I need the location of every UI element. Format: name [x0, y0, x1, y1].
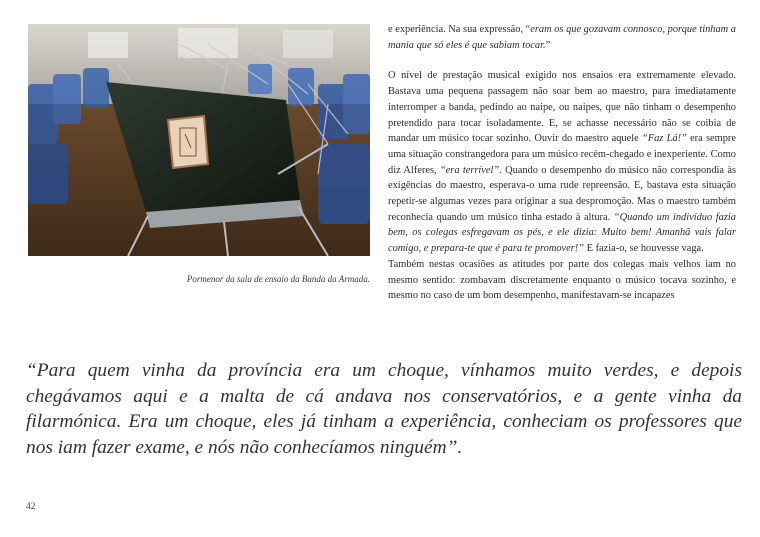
text-run: era sempre uma situação constrangedora para um músico recém-chegado e inexperiente. Como diz Alferes,: [388, 133, 736, 176]
italic-quote-run: “Quando um indivíduo fazia bem, os colegas esfregavam os pés, e ele dizia: Muito bem! Amanhã vais falar comigo, e prepara-te que é para te promover!”: [388, 211, 736, 255]
pull-quote: “Para quem vinha da província era um choque, vínhamos muito verdes, e depois chegávamos aqui e a malta de cá andava nos conservatórios, e a gente vinha da filarmónica. Era um choque, eles já tinham a experiência, conheciam os professores que nos iam fazer exame, e nós não conhecíamos ninguém”.: [26, 360, 742, 458]
page-number: 42: [26, 502, 36, 512]
text-run: . Quando o desempenho do músico não correspondia às exigências do maestro, esperava-o uma rude repreensão. E, bastava esta situação repetir-se algumas vezes para originar a sua despromoção. Mas o maestro também reconhecia quando um músico tinha estado à altura.: [388, 164, 736, 223]
rehearsal-room-photo: [28, 24, 370, 256]
text-run: e experiência. Na sua expressão, “: [388, 24, 531, 35]
body-text-column: [388, 22, 736, 304]
rehearsal-room-illustration: [28, 24, 370, 256]
body-paragraph: [388, 257, 736, 304]
text-run: ”: [545, 39, 551, 51]
italic-quote-run: eram os que gozavam connosco, porque tinham a mania que só eles é que sabiam tocar.: [388, 24, 736, 51]
photo-caption: Pormenor da sala de ensaio da Banda da Armada.: [186, 274, 370, 284]
text-run: Também nestas ocasiões as atitudes por parte dos colegas mais velhos iam no mesmo sentido: zombavam discretamente enquanto o músico tocava sozinho, e mesmo no caso de um bom desempenho, manifestavam-se incapazes: [388, 258, 736, 302]
body-paragraph: [388, 22, 736, 53]
italic-quote-run: “era terrível”: [439, 164, 500, 176]
text-run: E fazia-o, se houvesse vaga.: [584, 243, 704, 255]
italic-quote-run: “Faz Lá!”: [641, 133, 687, 145]
body-paragraph: [388, 68, 736, 256]
text-run: O nível de prestação musical exigido nos ensaios era extremamente elevado. Bastava uma pequena passagem não soar bem ao maestro, para imediatamente interromper a banda, pedindo ao naipe, ou naipes, que não tinham o desempenho pretendido para tocar isoladamente. E, se achasse necessário não se coibia de mandar um músico tocar sozinho. Ouvir do maestro aquele: [388, 70, 736, 145]
